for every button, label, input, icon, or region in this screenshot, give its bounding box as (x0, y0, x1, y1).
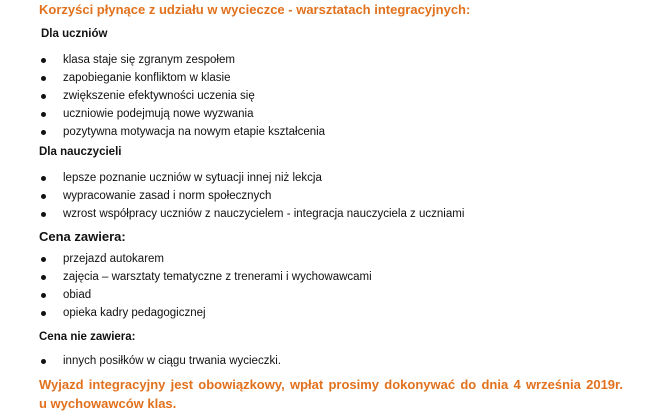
list-item (40, 268, 372, 286)
list-item (40, 205, 464, 223)
list-item-text: uczniowie podejmują nowe wyzwania (63, 108, 254, 120)
bullet-icon (41, 58, 46, 63)
list-item (40, 286, 372, 304)
bullet-icon (41, 212, 46, 217)
list-item (40, 51, 325, 69)
list-item-text: zapobieganie konfliktom w klasie (63, 72, 231, 84)
list-item (40, 250, 372, 268)
price-excludes-list (40, 352, 281, 370)
price-includes-title: Cena zawiera: (39, 229, 126, 244)
list-item (40, 304, 372, 322)
payment-notice-line-2: u wychowawców klas. (39, 396, 177, 411)
list-item (40, 69, 325, 87)
bullet-icon (41, 311, 46, 316)
students-benefits-list (40, 51, 325, 141)
page-heading: Korzyści płynące z udziału w wycieczce - warsztatach integracyjnych: (39, 2, 471, 17)
list-item (40, 352, 281, 370)
teachers-section-title: Dla nauczycieli (39, 146, 122, 158)
bullet-icon (41, 194, 46, 199)
price-includes-list (40, 250, 372, 322)
bullet-icon (41, 293, 46, 298)
payment-notice (39, 375, 623, 413)
bullet-icon (41, 176, 46, 181)
bullet-icon (41, 76, 46, 81)
list-item-text: wzrost współpracy uczniów z nauczycielem - integracja nauczyciela z uczniami (63, 208, 465, 220)
list-item-text: zajęcia – warsztaty tematyczne z trenerami i wychowawcami (63, 271, 372, 283)
bullet-icon (41, 257, 46, 262)
price-excludes-title: Cena nie zawiera: (39, 331, 136, 343)
list-item-text: zwiększenie efektywności uczenia się (63, 90, 255, 102)
list-item-text: pozytywna motywacja na nowym etapie kształcenia (63, 126, 326, 138)
list-item-text: opieka kadry pedagogicznej (63, 307, 206, 319)
bullet-icon (41, 275, 46, 280)
bullet-icon (41, 94, 46, 99)
teachers-benefits-list (40, 169, 464, 223)
list-item (40, 105, 325, 123)
list-item-text: innych posiłków w ciągu trwania wycieczki. (63, 355, 281, 367)
list-item-text: wypracowanie zasad i norm społecznych (63, 190, 272, 202)
list-item-text: klasa staje się zgranym zespołem (63, 54, 235, 66)
bullet-icon (41, 359, 46, 364)
list-item-text: przejazd autokarem (63, 253, 164, 265)
bullet-icon (41, 130, 46, 135)
students-section-title: Dla uczniów (41, 28, 108, 40)
payment-notice-line-1: Wyjazd integracyjny jest obowiązkowy, wpłat prosimy dokonywać do dnia 4 września 2019r. (39, 377, 623, 392)
list-item-text: lepsze poznanie uczniów w sytuacji innej niż lekcja (63, 172, 322, 184)
bullet-icon (41, 112, 46, 117)
list-item (40, 123, 325, 141)
list-item (40, 87, 325, 105)
list-item-text: obiad (63, 289, 92, 301)
list-item (40, 187, 464, 205)
list-item (40, 169, 464, 187)
